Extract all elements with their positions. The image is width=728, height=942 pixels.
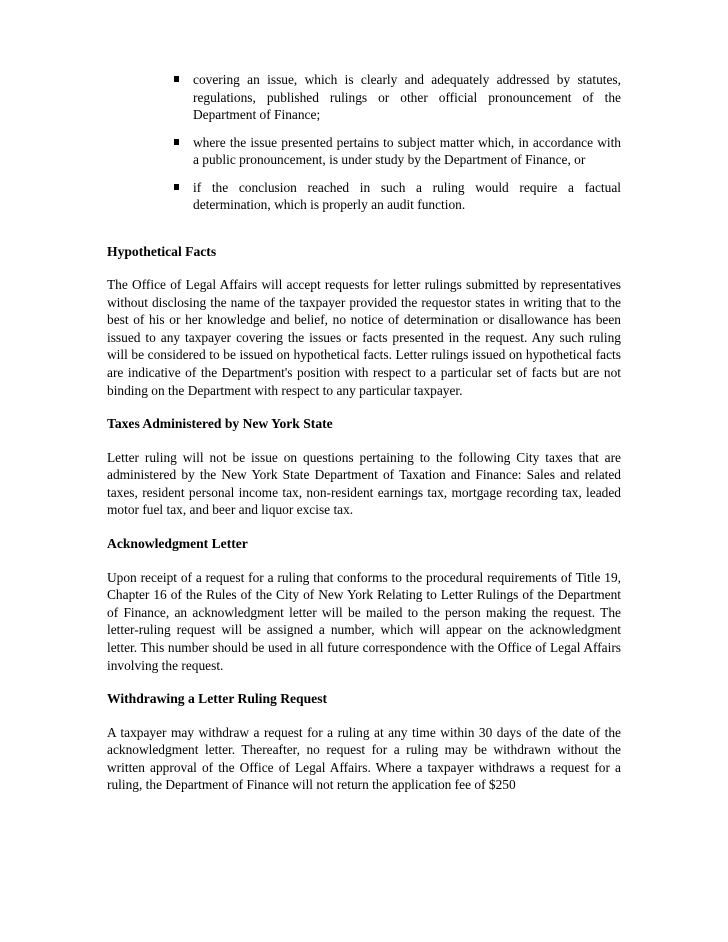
bullet-item <box>174 134 621 169</box>
section-body-taxes-administered: Letter ruling will not be issue on questions pertaining to the following City taxes that are administered by the New York State Department of Taxation and Finance: Sales and related taxes, resident personal income tax, non-resident earnings tax, mortgage recording tax, leaded motor fuel tax, and beer and liquor excise tax. <box>107 449 621 518</box>
section-body-acknowledgment-letter: Upon receipt of a request for a ruling that conforms to the procedural requirements of Title 19, Chapter 16 of the Rules of the City of New York Relating to Letter Rulings of the Department of Finance, an acknowledgment letter will be mailed to the person making the request. The letter-ruling request will be assigned a number, which will appear on the acknowledgment letter. This number should be used in all future correspondence with the Office of Legal Affairs involving the request. <box>107 569 621 673</box>
section-body-withdrawing-request: A taxpayer may withdraw a request for a ruling at any time within 30 days of the date of the acknowledgment letter. Thereafter, no request for a ruling may be withdrawn without the written approval of the Office of Legal Affairs. Where a taxpayer withdraws a request for a ruling, the Department of Finance will not return the application fee of $250 <box>107 724 621 793</box>
section-heading-withdrawing-request: Withdrawing a Letter Ruling Request <box>107 691 328 707</box>
square-bullet-icon <box>174 76 179 82</box>
section-heading-taxes-administered: Taxes Administered by New York State <box>107 416 333 432</box>
bullet-text: covering an issue, which is clearly and adequately addressed by statutes, regulations, published rulings or other official pronouncement of the Department of Finance; <box>193 72 621 122</box>
bullet-list <box>174 71 621 214</box>
bullet-item <box>174 71 621 124</box>
section-body-hypothetical-facts: The Office of Legal Affairs will accept requests for letter rulings submitted by representatives without disclosing the name of the taxpayer provided the requestor states in writing that to the best of his or her knowledge and belief, no notice of determination or disallowance has been issued to any taxpayer covering the issues or facts presented in the request. Any such ruling will be considered to be issued on hypothetical facts. Letter rulings issued on hypothetical facts are indicative of the Department's position with respect to a particular set of facts but are not binding on the Department with respect to any particular taxpayer. <box>107 277 621 398</box>
section-heading-acknowledgment-letter: Acknowledgment Letter <box>107 536 248 552</box>
square-bullet-icon <box>174 184 179 190</box>
bullet-text: where the issue presented pertains to subject matter which, in accordance with a public pronouncement, is under study by the Department of Finance, or <box>193 134 621 167</box>
section-heading-hypothetical-facts: Hypothetical Facts <box>107 243 217 259</box>
document-page <box>107 71 621 794</box>
bullet-text: if the conclusion reached in such a ruling would require a factual determination, which is properly an audit function. <box>193 179 621 212</box>
square-bullet-icon <box>174 139 179 145</box>
bullet-item <box>174 179 621 214</box>
